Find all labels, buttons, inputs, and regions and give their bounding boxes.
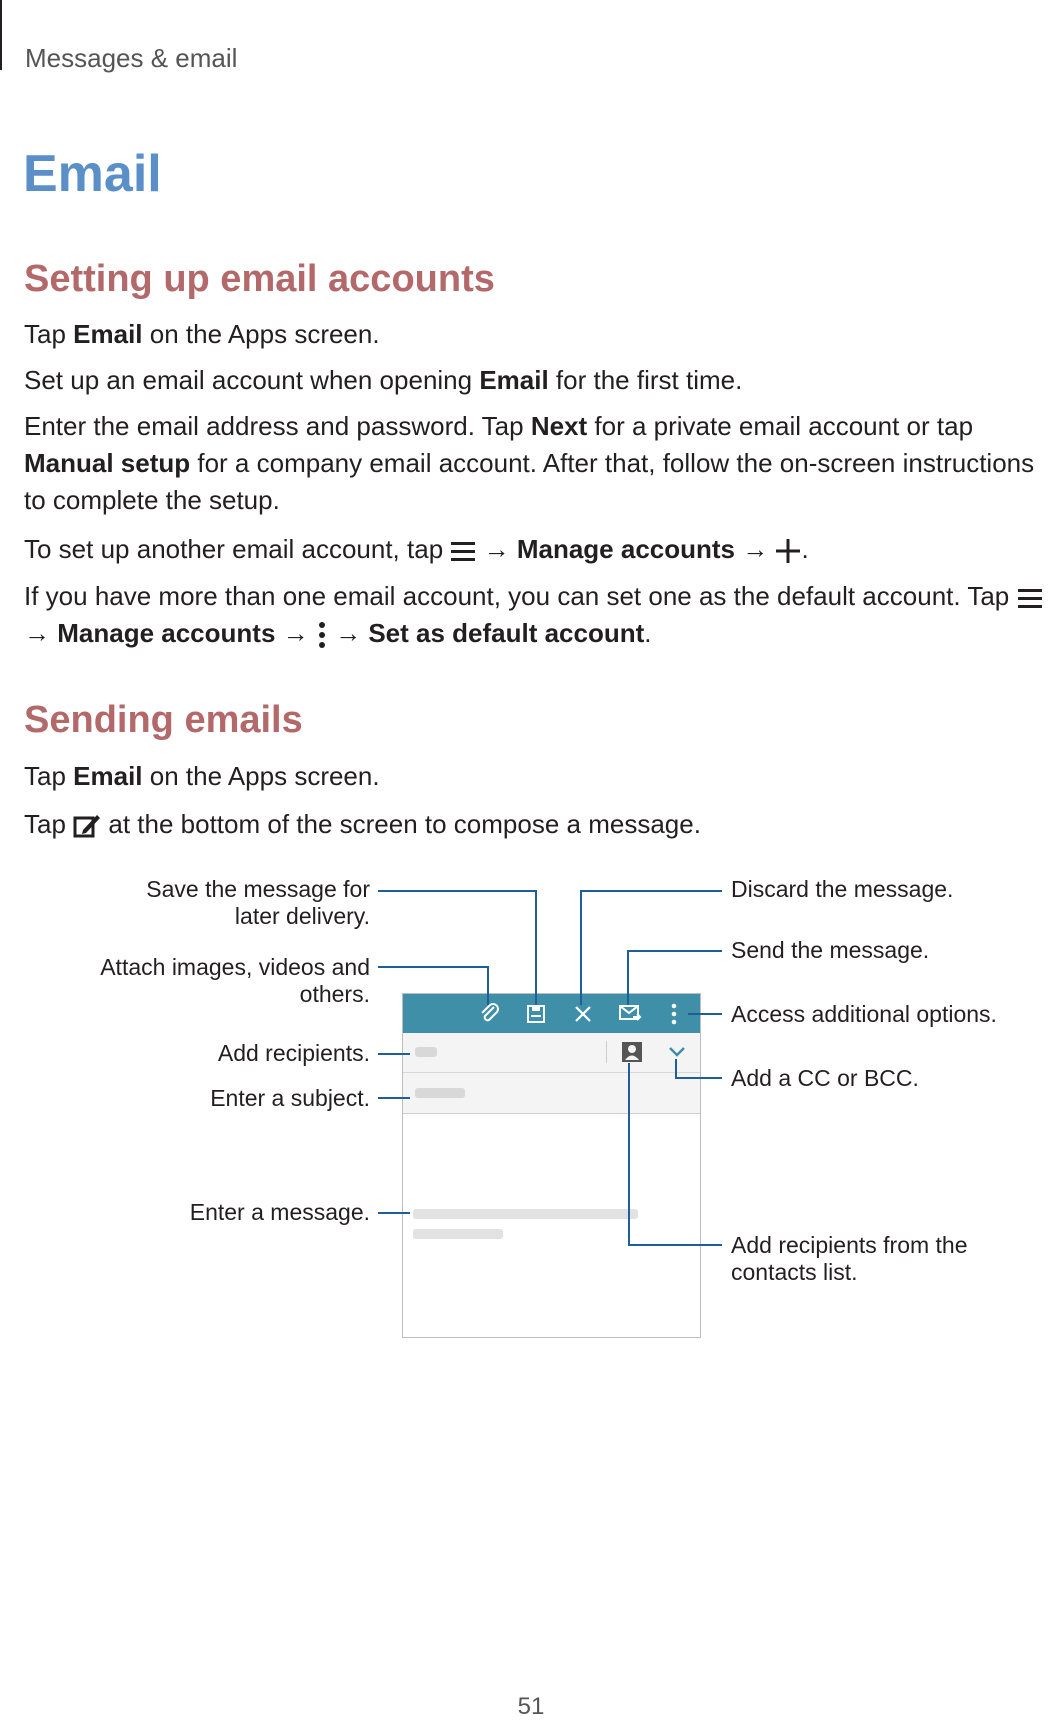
- callout-message: Enter a message.: [189, 1199, 370, 1225]
- setup-step-3: Enter the email address and password. Tap Next for a private email account or tap Manual setup for a company email account. After that, follow the on-screen instructions to complete the setup.: [24, 411, 1035, 515]
- callout-discard: Discard the message.: [731, 876, 954, 902]
- line-ccbcc: [676, 1059, 722, 1078]
- setup-heading: Setting up email accounts: [24, 258, 495, 300]
- setup-step-5: If you have more than one email account, you can set one as the default account. Tap → Manage accounts → → Set as default account.: [24, 578, 1054, 652]
- line-discard: [581, 891, 722, 1005]
- setup-step-2: Set up an email account when opening Email for the first time.: [24, 365, 743, 395]
- line-attach: [378, 967, 488, 1005]
- callout-save: Save the message for later delivery.: [146, 876, 370, 929]
- sending-step-2: Tap at the bottom of the screen to compose a message.: [24, 809, 701, 839]
- section-header: Messages & email: [25, 43, 238, 73]
- line-contacts: [629, 1063, 722, 1245]
- sending-heading: Sending emails: [24, 699, 303, 741]
- callout-send: Send the message.: [731, 937, 930, 963]
- setup-step-1: Tap Email on the Apps screen.: [24, 319, 380, 349]
- callout-options: Access additional options.: [731, 1001, 997, 1027]
- callout-ccbcc: Add a CC or BCC.: [731, 1065, 919, 1091]
- page-number: 51: [517, 1693, 545, 1720]
- line-send: [628, 951, 722, 1005]
- line-save: [378, 891, 536, 1005]
- callout-contacts: Add recipients from the contacts list.: [731, 1232, 968, 1285]
- page-title: Email: [23, 145, 162, 203]
- sending-step-1: Tap Email on the Apps screen.: [24, 761, 380, 791]
- callout-subject: Enter a subject.: [210, 1085, 370, 1111]
- callout-recipients: Add recipients.: [217, 1040, 370, 1066]
- callout-attach: Attach images, videos and others.: [100, 954, 370, 1007]
- setup-step-4: To set up another email account, tap → Manage accounts → .: [24, 534, 809, 564]
